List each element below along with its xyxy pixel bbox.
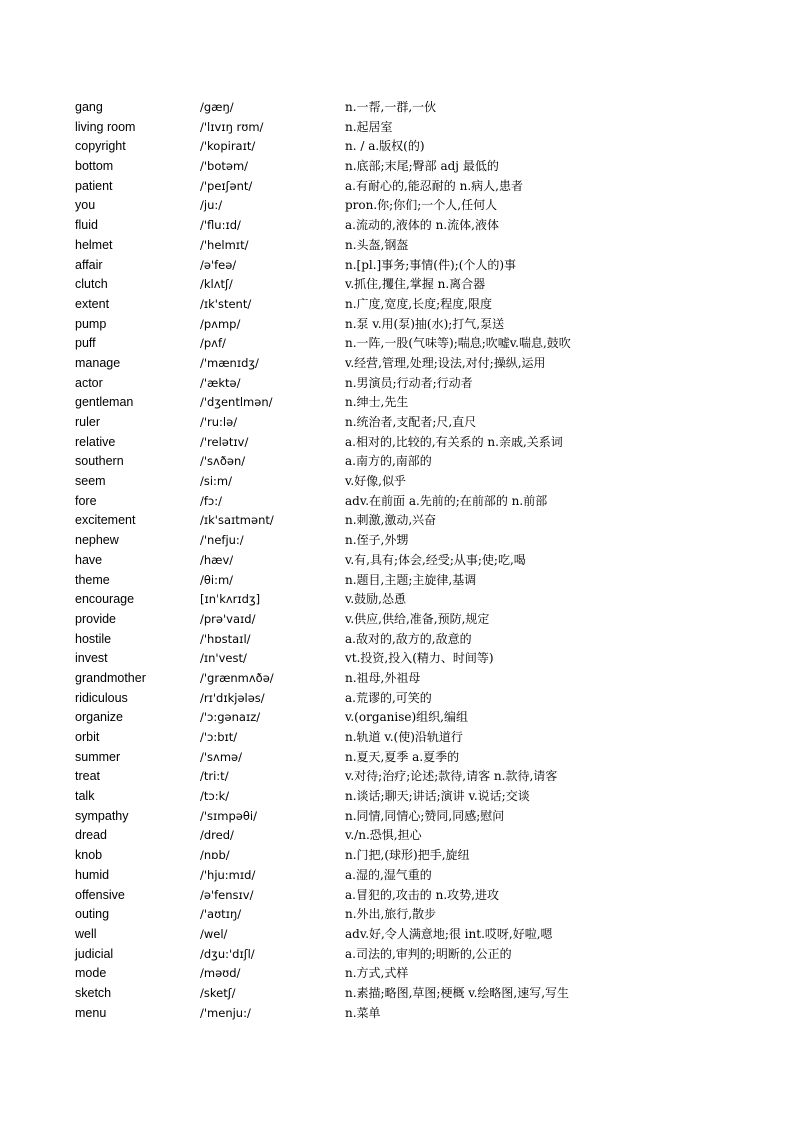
vocab-word: sympathy: [75, 808, 129, 823]
vocab-definition: n.侄子,外甥: [345, 533, 409, 548]
vocab-definition: a.相对的,比较的,有关系的 n.亲戚,关系词: [345, 434, 563, 449]
vocab-phonetic: /prə'vaɪd/: [200, 611, 256, 626]
vocab-word: grandmother: [75, 670, 146, 685]
vocab-row: [75, 571, 775, 591]
vocab-word: mode: [75, 966, 107, 981]
vocab-row: [75, 945, 775, 965]
vocab-definition: a.冒犯的,攻击的 n.攻势,进攻: [345, 887, 499, 902]
vocab-row: [75, 767, 775, 787]
vocab-definition: n.素描;略图,草图;梗概 v.绘略图,速写,写生: [345, 985, 570, 1000]
vocab-phonetic: /sketʃ/: [200, 985, 236, 1000]
vocab-word: encourage: [75, 592, 135, 607]
vocab-word: hostile: [75, 631, 112, 646]
vocab-row: [75, 177, 775, 197]
vocab-definition: v./n.恐惧,担心: [345, 828, 422, 843]
vocab-definition: adv.在前面 a.先前的;在前部的 n.前部: [345, 493, 548, 508]
vocab-phonetic: /məʊd/: [200, 966, 241, 981]
vocab-phonetic: /wel/: [200, 926, 228, 941]
vocab-row: [75, 256, 775, 276]
vocab-phonetic: /'flu:ɪd/: [200, 218, 241, 233]
vocab-definition: n.男演员;行动者;行动者: [345, 375, 473, 390]
vocab-row: [75, 216, 775, 236]
vocab-row: [75, 452, 775, 472]
vocab-row: [75, 728, 775, 748]
vocab-row: [75, 708, 775, 728]
vocab-word: organize: [75, 710, 123, 725]
vocab-row: [75, 374, 775, 394]
vocab-definition: v.供应,供给,准备,预防,规定: [345, 611, 490, 626]
vocab-row: [75, 807, 775, 827]
vocab-phonetic: /ju:/: [200, 198, 223, 213]
vocab-word: actor: [75, 375, 103, 390]
vocab-word: helmet: [75, 237, 113, 252]
vocab-word: gang: [75, 100, 103, 114]
vocab-definition: n.统治者,支配者;尺,直尺: [345, 415, 477, 429]
vocab-word: manage: [75, 355, 121, 370]
vocab-row: [75, 984, 775, 1004]
vocab-phonetic: /θi:m/: [200, 572, 234, 587]
vocab-word: have: [75, 552, 103, 567]
vocab-phonetic: /gæŋ/: [200, 100, 234, 114]
vocab-phonetic: /'lɪvɪŋ rʊm/: [200, 119, 264, 134]
vocab-word: summer: [75, 749, 121, 764]
vocab-phonetic: /'hju:mɪd/: [200, 867, 256, 882]
vocab-phonetic: /'sɪmpəθi/: [200, 808, 257, 823]
vocab-phonetic: /'sʌðən/: [200, 454, 246, 469]
vocab-phonetic: /'botəm/: [200, 159, 249, 174]
vocab-definition: n.祖母,外祖母: [345, 670, 421, 685]
vocab-row: [75, 196, 775, 216]
vocab-row: [75, 433, 775, 453]
vocab-definition: n.题目,主题;主旋律,基调: [345, 572, 477, 587]
vocab-row: [75, 1004, 775, 1024]
vocab-row: [75, 964, 775, 984]
vocab-definition: v.鼓励,怂恿: [345, 592, 406, 607]
vocab-phonetic: /si:m/: [200, 474, 233, 489]
vocab-phonetic: /pʌmp/: [200, 316, 241, 331]
vocab-word: bottom: [75, 159, 114, 174]
vocab-phonetic: /'grænmʌðə/: [200, 670, 274, 685]
vocab-row: [75, 866, 775, 886]
vocab-definition: pron.你;你们;一个人,任何人: [345, 198, 498, 213]
vocab-phonetic: /ə'feə/: [200, 257, 237, 272]
vocab-word: patient: [75, 178, 113, 193]
vocab-word: ridiculous: [75, 690, 128, 705]
vocab-word: fore: [75, 493, 97, 508]
vocab-definition: a.湿的,湿气重的: [345, 867, 432, 882]
vocab-row: [75, 511, 775, 531]
vocab-word: living room: [75, 119, 136, 134]
vocab-definition: v.对待;治疗;论述;款待,请客 n.款待,请客: [345, 769, 558, 784]
vocab-row: [75, 630, 775, 650]
vocab-definition: n.门把,(球形)把手,旋纽: [345, 848, 470, 863]
vocab-definition: n.一阵,一股(气味等);喘息;吹嘘v.喘息,鼓吹: [345, 336, 571, 351]
vocab-phonetic: /'æktə/: [200, 375, 241, 390]
vocab-word: theme: [75, 572, 110, 587]
vocab-phonetic: /'helmɪt/: [200, 237, 249, 252]
vocab-word: outing: [75, 907, 110, 922]
vocab-phonetic: /klʌtʃ/: [200, 277, 233, 292]
vocab-word: humid: [75, 867, 110, 882]
vocab-row: [75, 886, 775, 906]
vocab-word: provide: [75, 611, 116, 626]
vocab-phonetic: /rɪ'dɪkjələs/: [200, 690, 265, 705]
vocab-row: [75, 157, 775, 177]
vocab-definition: n.同情,同情心;赞同,同感;慰问: [345, 808, 505, 823]
vocab-row: [75, 295, 775, 315]
vocab-definition: n.起居室: [345, 119, 393, 134]
vocab-phonetic: /'nefju:/: [200, 533, 244, 548]
vocab-definition: vt.投资,投入(精力、时间等): [345, 651, 494, 666]
vocab-definition: a.敌对的,敌方的,敌意的: [345, 631, 472, 646]
vocab-row: [75, 98, 775, 118]
vocab-phonetic: /dred/: [200, 828, 234, 843]
vocab-word: pump: [75, 316, 107, 331]
vocab-definition: n. / a.版权(的): [345, 139, 425, 154]
vocab-word: offensive: [75, 887, 125, 902]
vocab-row: [75, 393, 775, 413]
vocab-word: fluid: [75, 218, 98, 233]
vocab-word: orbit: [75, 730, 100, 744]
vocab-phonetic: /pʌf/: [200, 336, 226, 351]
vocab-phonetic: /'menju:/: [200, 1005, 251, 1020]
vocab-word: menu: [75, 1005, 107, 1020]
vocab-definition: n.绅士,先生: [345, 395, 409, 410]
vocab-word: talk: [75, 789, 95, 804]
vocab-word: judicial: [75, 946, 114, 961]
vocab-word: southern: [75, 454, 124, 469]
vocab-phonetic: /'ɔ:bɪt/: [200, 730, 238, 744]
vocab-phonetic: /ə'fensɪv/: [200, 887, 254, 902]
vocab-word: puff: [75, 336, 96, 351]
vocab-word: knob: [75, 848, 103, 863]
vocab-row: [75, 590, 775, 610]
vocab-phonetic: /dʒu:'dɪʃl/: [200, 946, 255, 961]
vocab-definition: n.夏天,夏季 a.夏季的: [345, 749, 460, 764]
vocab-definition: a.南方的,南部的: [345, 454, 432, 469]
vocab-phonetic: /hæv/: [200, 552, 234, 567]
vocab-row: [75, 413, 775, 433]
vocab-word: relative: [75, 434, 116, 449]
vocab-word: excitement: [75, 513, 136, 528]
vocab-phonetic: /'ɔ:gənaɪz/: [200, 710, 261, 725]
vocab-row: [75, 137, 775, 157]
vocab-row: [75, 669, 775, 689]
vocab-definition: v.抓住,攫住,掌握 n.离合器: [345, 277, 486, 292]
vocab-row: [75, 905, 775, 925]
vocab-word: gentleman: [75, 395, 134, 410]
vocab-phonetic: /'dʒentlmən/: [200, 395, 273, 410]
vocab-row: [75, 531, 775, 551]
vocab-word: nephew: [75, 533, 119, 548]
vocab-phonetic: /ɪn'vest/: [200, 651, 247, 666]
vocab-phonetic: /'ru:lə/: [200, 415, 238, 429]
vocabulary-list: [75, 98, 775, 1023]
vocab-word: extent: [75, 296, 110, 311]
vocab-definition: n.广度,宽度,长度;程度,限度: [345, 296, 493, 311]
vocab-row: [75, 846, 775, 866]
vocab-word: seem: [75, 474, 106, 489]
vocab-definition: v.经营,管理,处理;设法,对付;操纵,运用: [345, 355, 546, 370]
vocab-definition: n.菜单: [345, 1005, 381, 1020]
vocab-row: [75, 649, 775, 669]
vocab-phonetic: /fɔ:/: [200, 493, 222, 508]
vocab-definition: a.有耐心的,能忍耐的 n.病人,患者: [345, 178, 523, 193]
vocab-phonetic: /'peɪʃənt/: [200, 178, 253, 193]
vocab-definition: n.轨道 v.(使)沿轨道行: [345, 730, 463, 744]
vocab-definition: n.方式,式样: [345, 966, 409, 981]
vocab-word: well: [75, 926, 97, 941]
vocab-row: [75, 787, 775, 807]
vocab-row: [75, 472, 775, 492]
vocab-word: clutch: [75, 277, 108, 292]
vocab-definition: n.底部;末尾;臀部 adj 最低的: [345, 159, 499, 174]
vocab-phonetic: /'kopiraɪt/: [200, 139, 256, 154]
vocab-definition: v.有,具有;体会,经受;从事;使;吃,喝: [345, 552, 526, 567]
vocab-phonetic: /'mænɪdʒ/: [200, 355, 259, 370]
vocab-row: [75, 275, 775, 295]
vocab-row: [75, 118, 775, 138]
vocab-phonetic: [ɪnˈkʌrɪdʒ]: [200, 592, 261, 607]
vocab-row: [75, 925, 775, 945]
vocab-word: sketch: [75, 985, 112, 1000]
vocab-definition: n.[pl.]事务;事情(件);(个人的)事: [345, 257, 517, 272]
vocab-definition: n.泵 v.用(泵)抽(水);打气,泵送: [345, 316, 505, 331]
vocab-definition: a.流动的,液体的 n.流体,液体: [345, 218, 499, 233]
vocab-definition: v.好像,似乎: [345, 474, 406, 489]
vocab-row: [75, 748, 775, 768]
vocab-phonetic: /'hɒstaɪl/: [200, 631, 251, 646]
vocab-word: dread: [75, 828, 107, 843]
vocab-row: [75, 492, 775, 512]
vocab-word: affair: [75, 257, 103, 272]
vocab-row: [75, 610, 775, 630]
vocab-row: [75, 334, 775, 354]
vocab-definition: adv.好,令人满意地;很 int.哎呀,好啦,嗯: [345, 926, 553, 941]
vocab-word: treat: [75, 769, 101, 784]
vocab-word: invest: [75, 651, 108, 666]
vocab-row: [75, 551, 775, 571]
vocab-phonetic: /tɔ:k/: [200, 789, 230, 804]
vocab-definition: n.一帮,一群,一伙: [345, 100, 437, 114]
vocab-row: [75, 689, 775, 709]
vocab-phonetic: /ɪk'saɪtmənt/: [200, 513, 274, 528]
vocab-word: copyright: [75, 139, 126, 154]
vocab-definition: a.司法的,审判的;明断的,公正的: [345, 946, 512, 961]
vocab-phonetic: /ɪk'stent/: [200, 296, 252, 311]
vocab-phonetic: /tri:t/: [200, 769, 229, 784]
vocab-phonetic: /nɒb/: [200, 848, 230, 863]
vocab-definition: n.外出,旅行,散步: [345, 907, 437, 922]
vocab-row: [75, 826, 775, 846]
vocab-phonetic: /'aʊtɪŋ/: [200, 907, 242, 922]
vocab-definition: v.(organise)组织,编组: [345, 710, 468, 725]
vocab-phonetic: /'relətɪv/: [200, 434, 249, 449]
vocab-phonetic: /'sʌmə/: [200, 749, 242, 764]
vocab-definition: a.荒谬的,可笑的: [345, 690, 432, 705]
vocab-row: [75, 236, 775, 256]
vocab-definition: n.刺激,激动,兴奋: [345, 513, 437, 528]
vocab-word: you: [75, 198, 96, 213]
vocab-row: [75, 354, 775, 374]
vocab-row: [75, 315, 775, 335]
vocab-definition: n.谈话;聊天;讲话;演讲 v.说话;交谈: [345, 789, 530, 804]
vocab-word: ruler: [75, 415, 101, 429]
vocab-definition: n.头盔,钢盔: [345, 237, 409, 252]
